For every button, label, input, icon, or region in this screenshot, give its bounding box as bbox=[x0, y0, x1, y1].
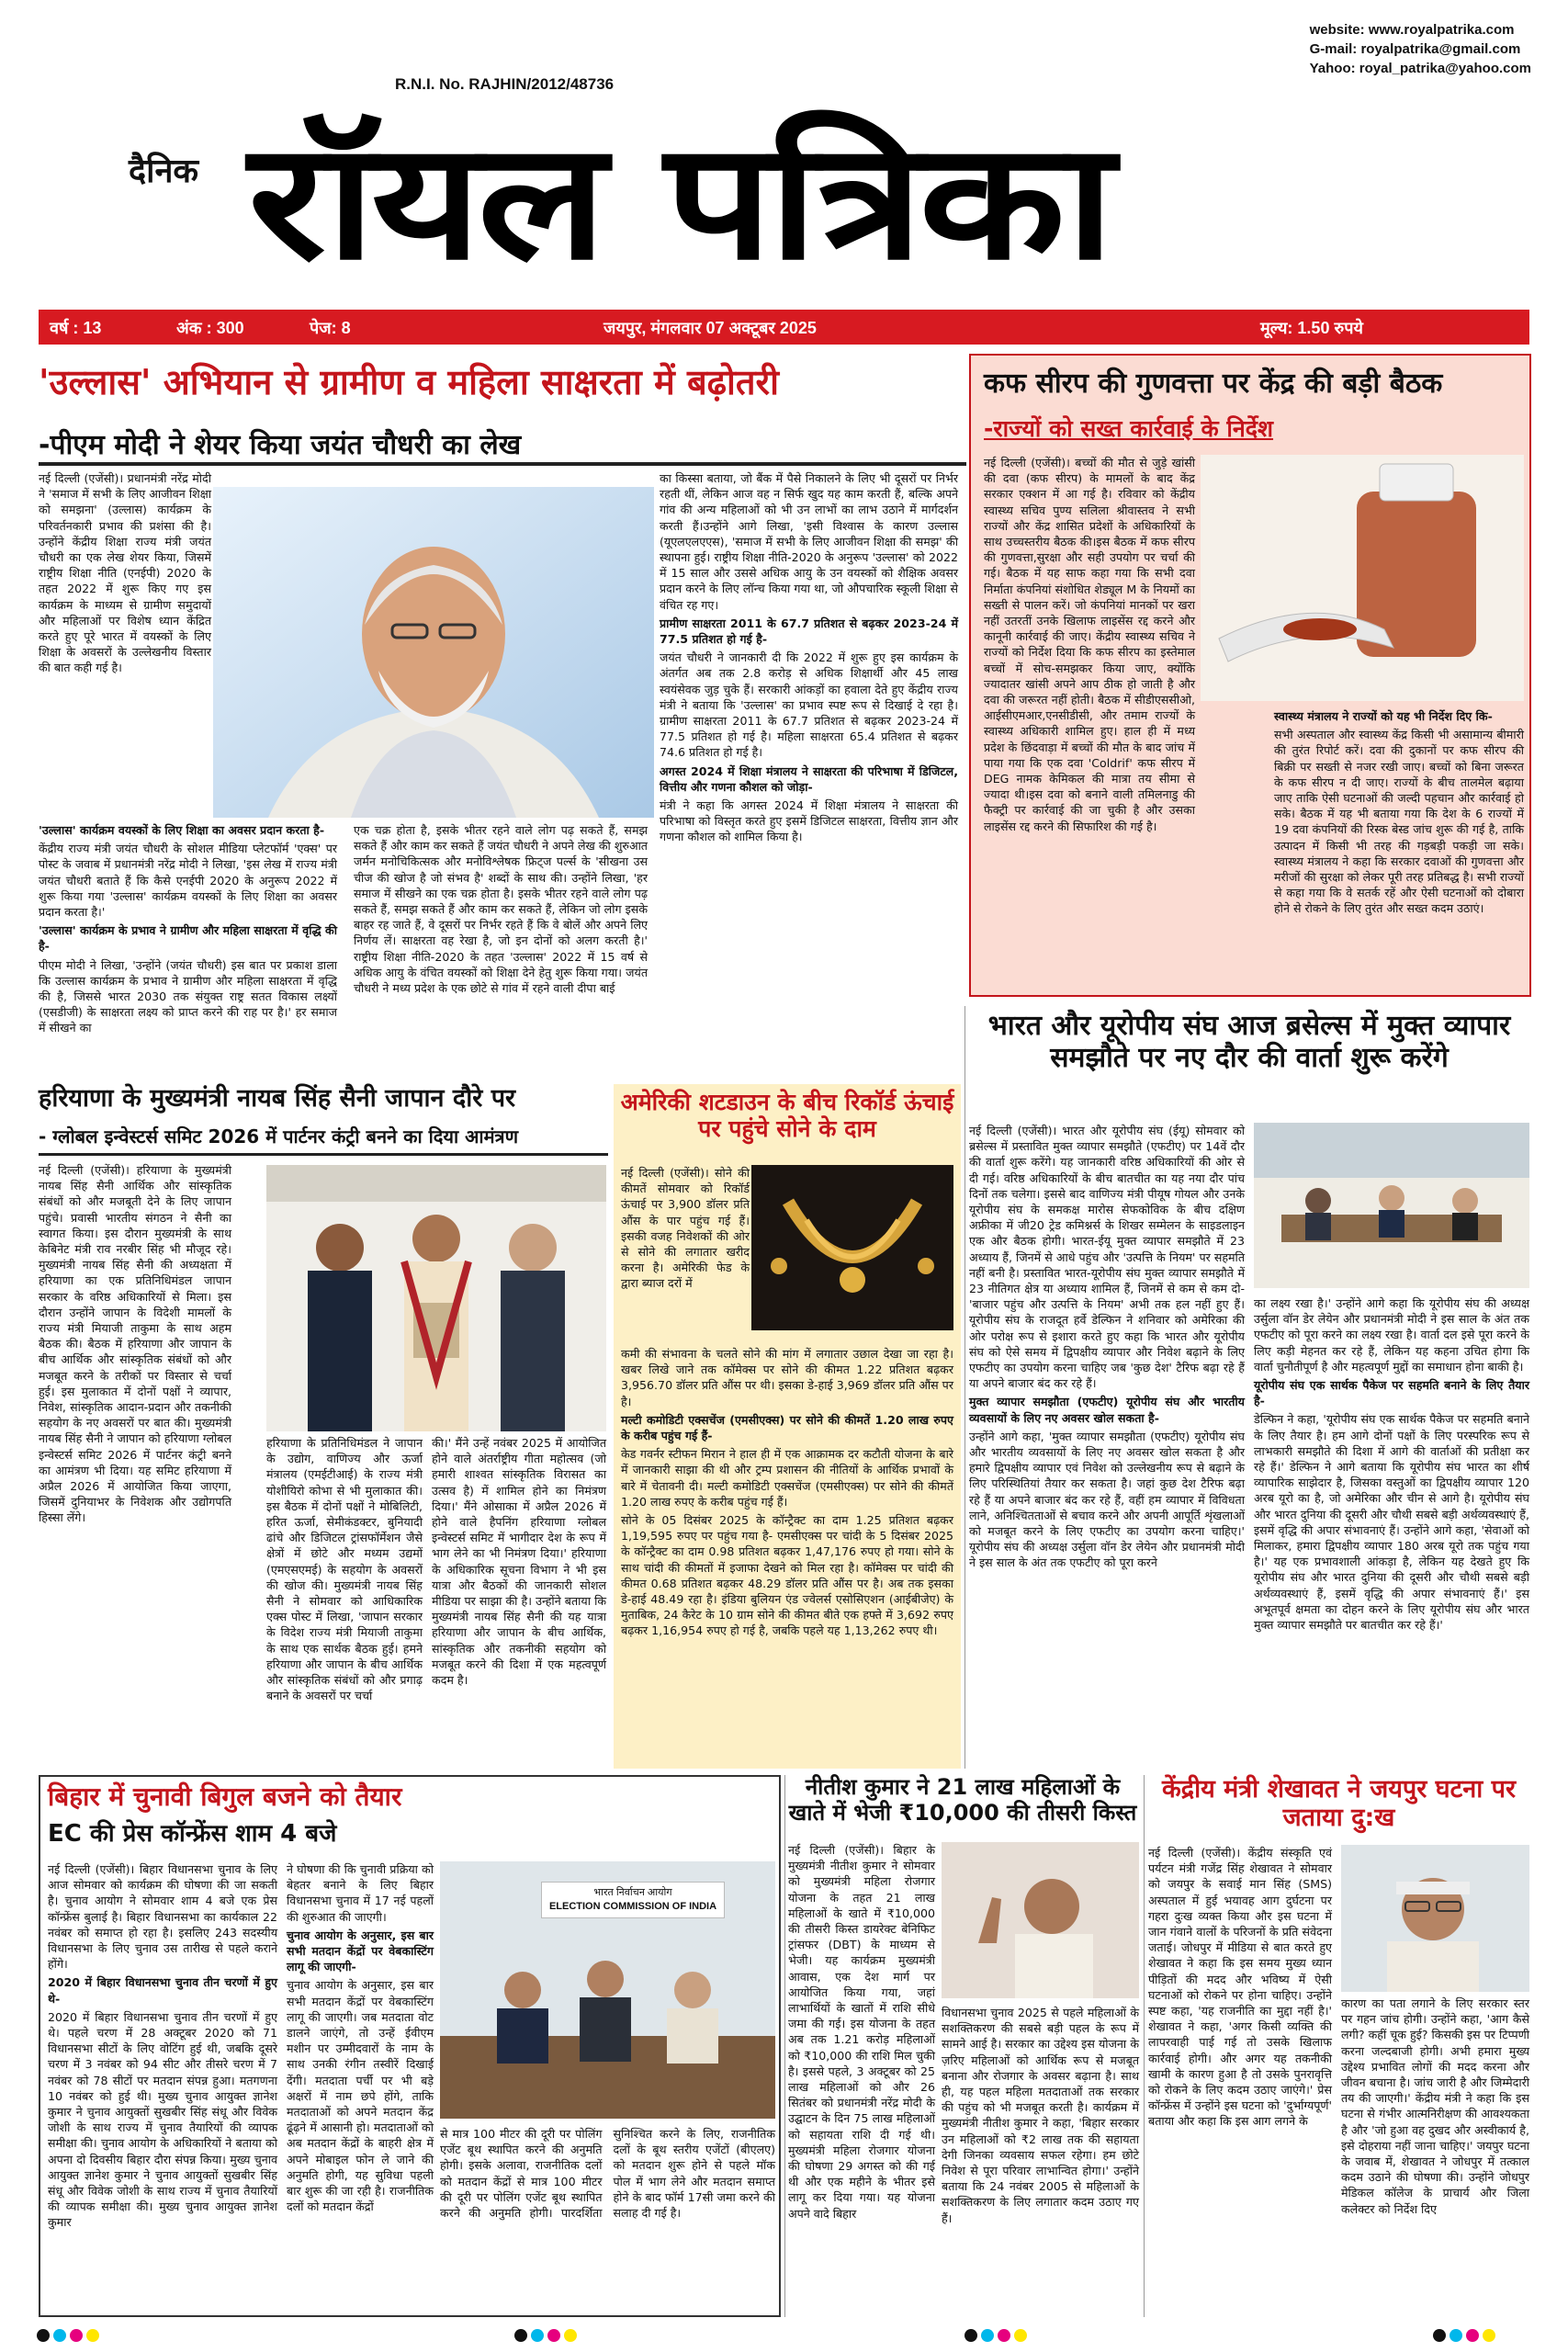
color-dots-center bbox=[514, 2329, 577, 2342]
shekhawat-col1 bbox=[1148, 1845, 1332, 2315]
bihar-box bbox=[39, 1775, 781, 2317]
cough-box bbox=[969, 354, 1531, 997]
eu-col1 bbox=[969, 1123, 1245, 1766]
column-rule bbox=[1144, 1775, 1145, 2317]
haryana-subhead: - ग्लोबल इन्वेस्टर्स समिट 2026 में पार्टनर कंट्री बनने का दिया आमंत्रण bbox=[39, 1125, 519, 1148]
masthead-kicker: दैनिक bbox=[129, 152, 199, 190]
ullas-subhead: -पीएम मोदी ने शेयर किया जयंत चौधरी का लेख bbox=[39, 429, 522, 461]
ullas-col3-sub: प्रामीण साक्षरता 2011 के 67.7 प्रतिशत से बढ़कर 2023-24 में 77.5 प्रतिशत हो गई है- bbox=[660, 616, 958, 647]
gold-col1-bottom bbox=[621, 1346, 953, 1764]
bihar-headline: बिहार में चुनावी बिगुल बजने को तैयार bbox=[48, 1781, 402, 1812]
ullas-rule bbox=[39, 462, 966, 466]
bihar-sub2: चुनाव आयोग के अनुसार, इस बार सभी मतदान केंद्रों पर वेबकास्टिंग लागू की जाएगी- bbox=[287, 1928, 434, 1974]
eu-col2-text: का लक्ष्य रखा है।' उन्होंने आगे कहा कि यूरोपीय संघ की अध्यक्ष उर्सुला वॉन डेर लेयेन और प्रधानमंत्री मोदी ने इस साल के अंत तक एफटीए को पूरा करने का लक्ष्य रखा है। वार्ता दल इसे पूरा करने के लिए कड़ी मेहनत कर रहे हैं, लेकिन यह कहना उचित होगा कि वार्ता चुनौतीपूर्ण है और महत्वपूर्ण मुद्दों का समाधान होना बाकी है। bbox=[1254, 1296, 1529, 1374]
ullas-col2-top bbox=[354, 470, 657, 487]
eci-photo bbox=[440, 1861, 775, 2119]
haryana-col3 bbox=[432, 1435, 606, 1768]
eu-col2 bbox=[1254, 1295, 1529, 1764]
eu-col2b-text: डेल्फिन ने कहा, 'यूरोपीय संघ एक सार्थक पैकेज पर सहमति बनाने के लिए तैयार है। हम आगे दोनों पक्षों के लिए परस्परिक रूप से लाभकारी समझौते की दिशा में आगे की वार्ताओं की प्रतीक्षा कर रहे हैं।' डेल्फिन ने आगे बताया कि यूरोपीय संघ भारत का शीर्ष व्यापारिक साझेदार है, जिसका वस्तुओं का द्विपक्षीय व्यापार 120 अरब यूरो का है, जो अमेरिका और चीन से आगे है। यूरोपीय संघ और भारत दुनिया की दूसरी और चौथी सबसे बड़ी अर्थव्यवस्थाएं हैं, इसमें वृद्धि की अपार संभावनाएं हैं। उन्होंने आगे कहा, 'सेवाओं को मिलाकर, हमारा द्विपक्षीय व्यापार 180 अरब यूरो तक पहुंच गया है।' यह एक प्रभावशाली आंकड़ा है, लेकिन यह देखते हुए कि यूरोपीय संघ और भारत दुनिया की दूसरी और चौथी सबसे बड़ी अर्थव्यवस्थाएं हैं, इसमें वृद्धि की अपार संभावनाएं हैं।' इस अभूतपूर्व क्षमता का दोहन करने के लिए यूरोपीय संघ और भारत मुक्त व्यापार समझौते पर बातचीत कर रहे हैं।' bbox=[1254, 1412, 1529, 1633]
haryana-col2-text: हरियाणा के प्रतिनिधिमंडल ने जापान के उद्योग, वाणिज्य और ऊर्जा मंत्रालय (एमईटीआई) के राज्य मंत्री योशीयिरो कोभा से भी मुलाकात की। इस बैठक में दोनों पक्षों ने मोबिलिटी, हरित ऊर्जा, सेमीकंडक्टर, बुनियादी ढांचे और डिजिटल ट्रांसफॉर्मेशन जैसे क्षेत्रों में छोटे और मध्यम उद्यमों (एमएसएमई) के सहयोग के अवसरों की खोज की। मुख्यमंत्री नायब सिंह सैनी ने सोमवार को आधिकारिक एक्स पोस्ट में लिखा, 'जापान सरकार के विदेश राज्य मंत्री मियाजी ताकुमा के साथ एक सार्थक बैठक हुई। हमने हरियाणा और जापान के बीच आर्थिक और सांस्कृतिक संबंधों को और प्रगाढ़ बनाने के अवसरों पर चर्चा bbox=[266, 1436, 423, 1703]
date-label: जयपुर, मंगलवार 07 अक्टूबर 2025 bbox=[604, 319, 817, 337]
haryana-headline: हरियाणा के मुख्यमंत्री नायब सिंह सैनी जापान दौरे पर bbox=[39, 1084, 516, 1113]
price-label: मूल्य: 1.50 रुपये bbox=[1260, 319, 1363, 337]
eu-col1-text: नई दिल्ली (एजेंसी)। भारत और यूरोपीय संघ (ईयू) सोमवार को ब्रसेल्स में प्रस्तावित मुक्त व्यापार समझौते (एफटीए) पर 14वें दौर की वार्ता शुरू करेंगे। यह जानकारी वरिष्ठ अधिकारियों की ओर से दी गई। वरिष्ठ अधिकारियों के बीच बातचीत का यह नया दौर पांच दिनों तक चलेगा। इससे बाद वाणिज्य मंत्री पीयूष गोयल और उनके यूरोपीय संघ के समकक्ष मारोस सेफकोविक के बीच दक्षिण अफ्रीका में जी20 ट्रेड कमिश्नर्स के शिखर सम्मेलन के साइडलाइन एक और बैठक होगी। भारत-ईयू मुक्त व्यापार समझौते में 23 अध्याय हैं, जिनमें से आधे पहुंच और 'उत्पत्ति के नियम' पर सहमति नहीं बनी है। प्रस्तावित भारत-यूरोपीय संघ मुक्त व्यापार समझौते में 23 नीतिगत क्षेत्र या अध्याय शामिल हैं, जिनमें से कम से कम दो-'बाजार पहुंच और उत्पत्ति के नियम' अभी तक हल नहीं हुए हैं। यूरोपीय संघ के राजदूत हर्वे डेल्फिन ने शनिवार को अमेरिका की ओर परोक्ष रूप से इशारा करते हुए कहा कि भारत और यूरोपीय संघ को ऐसे समय में द्विपक्षीय व्यापार और निवेश बढ़ाने के लिए एफटीए का उपयोग करना चाहिए जब 'कुछ देश' टैरिफ बढ़ा रहे हैं या अपने बाजार बंद कर रहे हैं। bbox=[969, 1124, 1245, 1391]
pages-label: पेज: 8 bbox=[310, 319, 351, 337]
nitish-col1-text: नई दिल्ली (एजेंसी)। बिहार के मुख्यमंत्री नीतीश कुमार ने सोमवार को मुख्यमंत्री महिला रोजगार योजना के तहत 21 लाख महिलाओं के खाते में ₹10,000 की तीसरी किस्त डायरेक्ट बेनिफिट ट्रांसफर (DBT) के माध्यम से भेजी। यह कार्यक्रम मुख्यमंत्री आवास, एक देश मार्ग पर आयोजित किया गया, जहां लाभार्थियों के खातों में राशि सीधे जमा की गई। इस योजना के तहत अब तक 1.21 करोड़ महिलाओं को ₹10,000 की राशि मिल चुकी है। इससे पहले, 3 अक्टूबर को 25 लाख महिलाओं को और 26 सितंबर को प्रधानमंत्री नरेंद्र मोदी के उद्घाटन के दिन 75 लाख महिलाओं को सहायता राशि दी गई थी। मुख्यमंत्री महिला रोजगार योजना की घोषणा 29 अगस्त को की गई थी और एक महीने के भीतर इसे लागू कर दिया गया। यह योजना अपने वादे बिहार bbox=[788, 1843, 935, 2221]
haryana-col1-text: नई दिल्ली (एजेंसी)। हरियाणा के मुख्यमंत्री नायब सिंह सैनी आर्थिक और सांस्कृतिक संबंधों को और मजबूती देने के लिए जापान पहुंचे। प्रवासी भारतीय संगठन ने सैनी का स्वागत किया। इस दौरान मुख्यमंत्री के साथ केबिनेट मंत्री राव नरबीर सिंह भी मौजूद रहे। मुख्यमंत्री नायब सिंह सैनी की अध्यक्षता में हरियाणा का एक प्रतिनिधिमंडल जापान सरकार के वरिष्ठ अधिकारियों से मिला। इस दौरान उन्होंने जापान के विदेशी मामलों के राज्य मंत्री मियाजी ताकुमा के साथ अहम बैठक की। बैठक में हरियाणा और जापान के बीच आर्थिक और सांस्कृतिक संबंधों को और मजबूत करने के तरीकों पर विस्तार से चर्चा हुई। इस मुलाकात में दोनों पक्षों ने व्यापार, निवेश, सांस्कृतिक आदान-प्रदान और तकनीकी सहयोग के नए अवसरों पर बात की। मुख्यमंत्री नायब सिंह सैनी ने जापान को हरियाणा ग्लोबल इन्वेस्टर्स समिट 2026 में पार्टनर कंट्री बनने का आमंत्रण भी दिया। यह समिट हरियाणा में अप्रैल 2026 में आयोजित किया जाएगा, जिसमें दुनियाभर के निवेशक और उद्योगपति हिस्सा लेंगे। bbox=[39, 1163, 231, 1525]
website-text: website: www.royalpatrika.com bbox=[1309, 22, 1515, 38]
eu-sub2: यूरोपीय संघ एक सार्थक पैकेज पर सहमति बनाने के लिए तैयार है- bbox=[1254, 1378, 1529, 1408]
dateline-bar bbox=[39, 310, 1529, 345]
nitish-headline: नीतीश कुमार ने 21 लाख महिलाओं के खाते में भेजी ₹10,000 की तीसरी किस्त bbox=[788, 1774, 1137, 1826]
gmail-text: G-mail: royalpatrika@gmail.com bbox=[1309, 41, 1521, 57]
year-label: वर्ष : 13 bbox=[50, 319, 102, 337]
bihar-col1b-text: 2020 में बिहार विधानसभा चुनाव तीन चरणों में हुए थे। पहले चरण में 28 अक्टूबर 2020 को 71 विधानसभा सीटों के लिए वोटिंग हुई थी, जबकि दूसरे चरण में 3 नवंबर को 94 सीट और तीसरे चरण में 7 नवंबर को 78 सीटों पर मतदान संपन्न हुआ। मतगणना 10 नवंबर को हुई थी। मुख्य चुनाव आयुक्त ज्ञानेश कुमार ने चुनाव आयुक्तों सुखबीर सिंह संधू और विवेक जोशी के साथ राज्य में चुनाव तैयारियों की व्यापक समीक्षा की। चुनाव आयोग के अधिकारियों ने बताया को अपना दो दिवसीय बिहार दौरा संपन्न किया। मुख्य चुनाव आयुक्त ज्ञानेश कुमार ने चुनाव आयुक्तों सुखबीर सिंह संधू और विवेक जोशी के साथ राज्य में चुनाव तैयारियों की व्यापक समीक्षा की। मुख्य चुनाव आयुक्त ज्ञानेश कुमार bbox=[48, 2009, 277, 2230]
ullas-col1-bottom bbox=[39, 822, 337, 1061]
ullas-col1-sub2: 'उल्लास' कार्यक्रम के प्रभाव ने ग्रामीण और महिला साक्षरता में वृद्धि की है- bbox=[39, 923, 337, 954]
eci-banner bbox=[541, 1882, 725, 1918]
nitish-col2-text: विधानसभा चुनाव 2025 से पहले महिलाओं के सशक्तिकरण की सबसे बड़ी पहल के रूप में सामने आई है। सरकार का उद्देश्य इस योजना के ज़रिए महिलाओं को आर्थिक रूप से मजबूत बनाना और रोजगार के अवसर बढ़ाना है। साथ ही, यह पहल महिला मतदाताओं तक सरकार की पहुंच को भी मजबूत करती है। कार्यक्रम में मुख्यमंत्री नीतीश कुमार ने कहा, 'बिहार सरकार उन महिलाओं को ₹2 लाख तक की सहायता देगी जिनका व्यवसाय सफल रहेगा। हम छोटे निवेश से पूरा परिवार लाभान्वित होगा।' उन्होंने बताया कि 24 नवंबर 2005 से महिलाओं के सशक्तिकरण के लिए लगातार कदम उठाए गए हैं। bbox=[942, 2006, 1139, 2225]
ullas-col2 bbox=[354, 822, 648, 1061]
shekhawat-photo bbox=[1341, 1845, 1529, 1992]
ullas-col3-text: का किस्सा बताया, जो बैंक में पैसे निकालने के लिए भी दूसरों पर निर्भर रहती थीं, लेकिन आज वह न सिर्फ खुद यह काम करती हैं, बल्कि अपने गांव की अन्य महिलाओं को भी उन लाभों का लाभ उठाने में मार्गदर्शन करती हैं।उन्होंने आगे लिखा, 'इसी विश्वास के कारण उल्लास (यूएलएलएएस), 'समाज में सभी के लिए आजीवन शिक्षा की समझ' की स्थापना हुई। राष्ट्रीय शिक्षा नीति-2020 के अनुरूप 'उल्लास' को 2022 में 15 साल और उससे अधिक आयु के उन वयस्कों को शैक्षिक अवसर प्रदान करने के लिए लॉन्च किया गया था, जो औपचारिक स्कूली शिक्षा से वंचित रह गए। bbox=[660, 471, 958, 612]
haryana-rule bbox=[39, 1153, 608, 1156]
rni-number: R.N.I. No. RAJHIN/2012/48736 bbox=[395, 75, 615, 93]
print-registration-strip bbox=[0, 2320, 1568, 2352]
ullas-col3 bbox=[660, 470, 958, 1068]
color-dots-left bbox=[37, 2329, 99, 2342]
color-dots-far-right bbox=[1433, 2329, 1495, 2342]
shekhawat-col1-text: नई दिल्ली (एजेंसी)। केंद्रीय संस्कृति एवं पर्यटन मंत्री गजेंद्र सिंह शेखावत ने सोमवार को जयपुर के सवाई मान सिंह (SMS) अस्पताल में हुई भयावह आग दुर्घटना पर गहरा दुःख व्यक्त किया और इस घटना में जान गंवाने वालों के परिजनों के प्रति संवेदना जताई। जोधपुर में मीडिया से बात करते हुए शेखावत ने कहा कि इस समय मुख्य ध्यान पीड़ितों की मदद और भविष्य में ऐसी घटनाओं को रोकने पर होना चाहिए। उन्होंने स्पष्ट कहा, 'यह राजनीति का मुद्दा नहीं है।' शेखावत ने कहा, 'अगर किसी व्यक्ति की लापरवाही पाई गई तो उसके खिलाफ कार्रवाई होगी। और अगर यह तकनीकी खामी के कारण हुआ है तो उसके पुनरावृत्ति को रोकने के लिए कदम उठाए जाएंगे।' प्रेस कॉन्फ्रेंस में उन्होंने इस घटना को 'दुर्भाग्यपूर्ण' बताया और कहा कि इस आग लगने के bbox=[1148, 1846, 1332, 2129]
contact-info bbox=[1310, 20, 1531, 78]
cough-col2-text: सभी अस्पताल और स्वास्थ्य केंद्र किसी भी असामान्य बीमारी की तुरंत रिपोर्ट करें। दवा की दुकानों पर कफ सीरप की बिक्री पर सख्ती से नजर रखी जाए। बच्चों को बिना जरूरत के कफ सीरप न दी जाए। राज्यों के बीच तालमेल बढ़ाया जाए ताकि ऐसी घटनाओं की जल्दी पहचान और कार्रवाई हो सके। बैठक में यह भी बताया गया कि देश के 6 राज्यों में 19 दवा कंपनियों की रिस्क बेस्ड जांच शुरू की गई है, ताकि उत्पादन में किसी भी तरह की गड़बड़ी पकड़ी जा सके। स्वास्थ्य मंत्रालय ने कहा कि सरकार दवाओं की गुणवत्ता और मरीजों की सुरक्षा को लेकर पूरी तरह प्रतिबद्ध है। सभी राज्यों से कहा गया कि वे सतर्क रहें और ऐसी घटनाओं को दोबारा होने से रोकने के लिए तुरंत और सख्त कदम उठाएं। bbox=[1274, 728, 1524, 916]
cough-subhead: -राज्यों को सख्त कार्रवाई के निर्देश bbox=[984, 415, 1274, 442]
eu-headline: भारत और यूरोपीय संघ आज ब्रसेल्स में मुक्त व्यापार समझौते पर नए दौर की वार्ता शुरू करेंगे bbox=[987, 1010, 1511, 1074]
cough-syrup-photo bbox=[1201, 455, 1524, 701]
bihar-col2 bbox=[287, 1861, 434, 2316]
ullas-col1-top bbox=[39, 470, 211, 820]
gold-headline: अमेरिकी शटडाउन के बीच रिकॉर्ड ऊंचाई पर पहुंचे सोने के दाम bbox=[620, 1089, 954, 1142]
bihar-col2b-text: चुनाव आयोग के अनुसार, इस बार सभी मतदान केंद्रों पर वेबकास्टिंग लागू की जाएगी। जब मतदाता वोट डालने जाएंगे, तो उन्हें ईवीएम मशीन पर उम्मीदवारों के नाम के साथ उनकी रंगीन तस्वीरें दिखाई देंगी। मतदाता पर्ची पर भी बड़े अक्षरों में नाम छपे होंगे, ताकि मतदाताओं को अपने मतदान केंद्र ढूंढ़ने में आसानी हो। मतदाताओं को अब मतदान केंद्रों के बाहरी क्षेत्र में अपने मोबाइल फोन ले जाने की अनुमति होगी, यह सुविधा पहली बार शुरू की जा रही है। राजनीतिक दलों को मतदान केंद्रों bbox=[287, 1978, 434, 2214]
ullas-col1c-text: पीएम मोदी ने लिखा, 'उन्होंने (जयंत चौधरी) इस बात पर प्रकाश डाला कि उल्लास कार्यक्रम के प्रभाव ने ग्रामीण और महिला साक्षरता में वृद्धि की है, जिससे भारत 2030 तक संयुक्त राष्ट्र सतत विकास लक्ष्यों (एसडीजी) के साक्षरता लक्ष्य को प्राप्त करने की राह पर है।' हर समाज में सीखने का bbox=[39, 957, 337, 1035]
eu-col1b-text: उन्होंने आगे कहा, 'मुक्त व्यापार समझौता (एफटीए) यूरोपीय संघ और भारतीय व्यवसायों के लिए नए अवसर खोल सकता है और हमारे द्विपक्षीय व्यापार एवं निवेश को उल्लेखनीय रूप से बढ़ाने के लिए परिस्थितियां तैयार कर सकता है। जहां कुछ देश टैरिफ बढ़ा रहे हैं या अपने बाजार बंद कर रहे हैं, वहीं हम व्यापार में विविधता लाने, अनिश्चितताओं से बचाव करने और अपनी आपूर्ति शृंखलाओं को मजबूत करने के लिए एफटीए का उपयोग करना चाहिए।' यूरोपीय संघ की अध्यक्ष उर्सुला वॉन डेर लेयेन और प्रधानमंत्री मोदी ने इस साल के अंत तक एफटीए को पूरा करने bbox=[969, 1429, 1245, 1570]
color-dots-right bbox=[964, 2329, 1027, 2342]
cough-headline: कफ सीरप की गुणवत्ता पर केंद्र की बड़ी बैठक bbox=[984, 368, 1443, 400]
gold-box bbox=[614, 1084, 961, 1769]
haryana-col3-text: की।' मैंने उन्हें नवंबर 2025 में आयोजित होने वाले अंतर्राष्ट्रीय गीता महोत्सव (जो हमारी शाश्वत सांस्कृतिक विरासत का उत्सव है) में शामिल होने का निमंत्रण दिया।' मैंने ओसाका में अप्रैल 2026 में होने वाले हैपनिंग हरियाणा ग्लोबल इन्वेस्टर्स समिट में भागीदार देश के रूप में भाग लेने का भी निमंत्रण दिया।' हरियाणा के अधिकारिक सूचना विभाग ने भी इस यात्रा और बैठकों की जानकारी सोशल मीडिया पर साझा की है। उन्होंने बताया कि मुख्यमंत्री नायब सिंह सैनी की यह यात्रा हरियाणा और जापान के बीच आर्थिक, सांस्कृतिक और तकनीकी सहयोग को मजबूत करने की दिशा में एक महत्वपूर्ण कदम है। bbox=[432, 1436, 606, 1688]
cough-col1-text: नई दिल्ली (एजेंसी)। बच्चों की मौत से जुड़े खांसी की दवा (कफ सीरप) के मामलों के बाद केंद्र सरकार एक्शन में आ गई है। रविवार को केंद्रीय स्वास्थ्य सचिव पुण्य सलिला श्रीवास्तव ने सभी राज्यों और केंद्र शासित प्रदेशों के अधिकारियों के साथ उच्चस्तरीय बैठक की।इस बैठक में कफ सीरप की गुणवत्ता,सुरक्षा और सही उपयोग पर चर्चा की गई। बैठक में यह साफ कहा गया कि सभी दवा निर्माता कंपनियां संशोधित शेड्यूल M के नियमों का सख्ती से पालन करें। जो कंपनियां मानकों पर खरा नहीं उतरतीं उनके खिलाफ लाइसेंस रद्द करने और कानूनी कार्रवाई की जाए। केंद्रीय स्वास्थ्य सचिव ने राज्यों को निर्देश दिया कि कफ सीरप का इस्तेमाल बच्चों में सोच-समझकर किया जाए, क्योंकि ज्यादातर खांसी अपने आप ठीक हो जाती है और दवा की जरूरत नहीं होती। बैठक में सीडीएससीओ, आईसीएमआर,एनसीडीसी, और तमाम राज्यों के स्वास्थ्य अधिकारी शामिल हुए। हाल ही में मध्य प्रदेश के छिंदवाड़ा में बच्चों की मौत के बाद जांच में पाया गया कि एक दवा 'Coldrif' कफ सीरप में DEG नामक केमिकल की मात्रा तय सीमा से ज्यादा थी।इस दवा को बनाने वाली तमिलनाडु की फैक्ट्री पर कार्रवाई की जा चुकी है और उसका लाइसेंस रद्द करने की सिफारिश की गई है। bbox=[984, 456, 1195, 833]
column-rule bbox=[784, 1775, 785, 2317]
eu-meeting-photo bbox=[1254, 1123, 1529, 1288]
bihar-col3-text: से मात्र 100 मीटर की दूरी पर पोलिंग एजेंट बूथ स्थापित करने की अनुमति होगी। इसके अलावा, राजनीतिक दलों को मतदान केंद्रों से मात्र 100 मीटर की दूरी पर पोलिंग एजेंट बूथ स्थापित करने की अनुमति होगी। पारदर्शिता सुनिश्चित करने के लिए, राजनीतिक दलों के बूथ स्तरीय एजेंटों (बीएलए) को मतदान शुरू होने से पहले मॉक पोल में भाग लेने और मतदान समाप्त होने के बाद फॉर्म 17सी जमा करने की सलाह दी गई है। bbox=[440, 2127, 775, 2221]
nitish-photo bbox=[942, 1842, 1139, 1998]
cough-col1-top bbox=[984, 455, 1195, 833]
bihar-subhead: EC की प्रेस कॉन्फ्रेंस शाम 4 बजे bbox=[48, 1820, 337, 1848]
nitish-col1 bbox=[788, 1842, 935, 2315]
shekhawat-col2-text: कारण का पता लगाने के लिए सरकार स्तर पर गहन जांच होगी। उन्होंने कहा, 'आग कैसे लगी? कहीं चूक हुई? किसकी इस पर टिप्पणी करना जल्दबाजी होगी। अभी हमारा मुख्य उद्देश्य प्रभावित लोगों की मदद करना और जीवन बचाना है। जांच जारी है और जिम्मेदारी तय की जाएगी।' केंद्रीय मंत्री ने कहा कि इस घटना से गंभीर आत्मनिरीक्षण की आवश्यकता है और 'जो हुआ वह दुखद और अस्वीकार्य है, इसे दोहराया नहीं जाना चाहिए।' जयपुर घटना के जवाब में, शेखावत ने जोधपुर में तत्काल कदम उठाने की घोषणा की। उन्होंने जोधपुर मेडिकल कॉलेज के प्राचार्य और जिला कलेक्टर को निर्देश दिए bbox=[1341, 1996, 1529, 2216]
gold-jewelry-photo bbox=[751, 1165, 953, 1330]
haryana-photo bbox=[266, 1165, 606, 1431]
ullas-col1-sub: 'उल्लास' कार्यक्रम वयस्कों के लिए शिक्षा का अवसर प्रदान करता है- bbox=[39, 823, 325, 837]
masthead-title: रॉयल पत्रिका bbox=[248, 107, 1111, 296]
shekhawat-headline: केंद्रीय मंत्री शेखावत ने जयपुर घटना पर जताया दु:ख bbox=[1162, 1775, 1516, 1833]
bihar-col2-text: ने घोषणा की कि चुनावी प्रक्रिया को बेहतर बनाने के लिए बिहार विधानसभा चुनाव में 17 नई पहलों की शुरुआत की जाएगी। bbox=[287, 1862, 434, 1924]
gold-col1-top bbox=[621, 1165, 750, 1344]
bihar-sub1: 2020 में बिहार विधानसभा चुनाव तीन चरणों में हुए थे- bbox=[48, 1975, 277, 2006]
bihar-col3 bbox=[440, 2126, 775, 2314]
ullas-col1-text: नई दिल्ली (एजेंसी)। प्रधानमंत्री नरेंद्र मोदी ने 'समाज में सभी के लिए आजीवन शिक्षा को समझना' (उल्लास) कार्यक्रम के परिवर्तनकारी प्रभाव की प्रशंसा की है। उन्होंने केंद्रीय शिक्षा राज्य मंत्री जयंत चौधरी का एक लेख शेयर किया, जिसमें राष्ट्रीय शिक्षा नीति (एनईपी) 2020 के तहत 2022 में शुरू किए गए इस कार्यक्रम के माध्यम से ग्रामीण समुदायों और महिलाओं पर विशेष ध्यान केंद्रित करते हुए पूरे भारत में वयस्कों के लिए शिक्षा के अवसरों के उल्लेखनीय विस्तार की बात कही गई है। bbox=[39, 471, 211, 675]
eu-sub1: मुक्त व्यापार समझौता (एफटीए) यूरोपीय संघ और भारतीय व्यवसायों के लिए नए अवसर खोल सकता है- bbox=[969, 1395, 1245, 1425]
bihar-col1-text: नई दिल्ली (एजेंसी)। बिहार विधानसभा चुनाव के लिए आज सोमवार को कार्यक्रम की घोषणा की जा सकती है। चुनाव आयोग ने सोमवार शाम 4 बजे एक प्रेस कॉन्फ्रेंस बुलाई है। बिहार विधानसभा का कार्यकाल 22 नवंबर को समाप्त हो रहा है। इसलिए 243 सदस्यीय विधानसभा के लिए चुनाव उस तारीख से पहले कराने होंगे। bbox=[48, 1862, 277, 1972]
modi-photo bbox=[213, 487, 654, 818]
gold-col1b-text: कमी की संभावना के चलते सोने की मांग में लगातार उछाल देखा जा रहा है। खबर लिखे जाने तक कॉमेक्स पर सोने की कीमत 1.22 प्रतिशत बढ़कर 3,956.70 डॉलर प्रति औंस पर थी। इसका डे-हाई 3,969 डॉलर प्रति औंस पर है। bbox=[621, 1347, 953, 1408]
gold-col1-text: नई दिल्ली (एजेंसी)। सोने की कीमतें सोमवार को रिकॉर्ड ऊंचाई पर 3,900 डॉलर प्रति औंस के पार पहुंच गई हैं। इसकी वजह निवेशकों की ओर से सोने की लगातार खरीद करना है। अमेरिकी फेड के द्वारा ब्याज दरों में bbox=[621, 1166, 750, 1291]
ullas-headline: 'उल्लास' अभियान से ग्रामीण व महिला साक्षरता में बढ़ोतरी bbox=[39, 362, 779, 402]
bihar-col1 bbox=[48, 1861, 277, 2316]
shekhawat-col2 bbox=[1341, 1996, 1529, 2315]
nitish-col2 bbox=[942, 2005, 1139, 2315]
gold-col1c-text: केड गवर्नर स्टीफन मिरान ने हाल ही में एक आक्रामक दर कटौती योजना के बारे में जानकारी साझा की थी और ट्रम्प प्रशासन की नीतियों के आर्थिक प्रभावों के बारे में चेतावनी दी। मल्टी कमोडिटी एक्सचेंज (एमसीएक्स) पर सोने की कीमतें 1.20 लाख रुपए के करीब पहुंच गई हैं। bbox=[621, 1447, 953, 1509]
ullas-col2-text: एक चक्र होता है, इसके भीतर रहने वाले लोग पढ़ सकते हैं, समझ सकते हैं और काम कर सकते हैं जयंत चौधरी ने अपने लेख की शुरुआत जर्मन मनोचिकित्सक और मनोविश्लेषक फ्रिट्ज पर्ल्स के 'सीखना उस चीज की खोज है जो संभव है' शब्दों के साथ की। उन्होंने लिखा, 'हर समाज में सीखने का एक चक्र होता है। इसके भीतर रहने वाले लोग पढ़ सकते हैं, समझ सकते हैं और काम कर सकते हैं, लेकिन जो लोग इसके बाहर रह जाते हैं, वे दूसरों पर निर्भर रहते हैं कि वे बोलें और अपने लिए निर्णय लें। साक्षरता वह रेखा है, जो इन दोनों को अलग करती है।' राष्ट्रीय शिक्षा नीति-2020 के तहत 'उल्लास' 2022 में 15 वर्ष से अधिक आयु के वंचित वयस्कों को शिक्षा देने हेतु शुरू किया गया। जयंत चौधरी ने मध्य प्रदेश के एक छोटे से गांव में रहने वाली दीपा बाई bbox=[354, 823, 648, 996]
yahoo-text: Yahoo: royal_patrika@yahoo.com bbox=[1309, 61, 1531, 76]
haryana-col1 bbox=[39, 1162, 231, 1769]
ullas-col3c-text: मंत्री ने कहा कि अगस्त 2024 में शिक्षा मंत्रालय ने साक्षरता की परिभाषा को विस्तृत करते हुए इसमें डिजिटल साक्षरता, वित्तीय ज्ञान और गणना कौशल को शामिल किया है। bbox=[660, 798, 958, 844]
eci-banner-hindi: भारत निर्वाचन आयोग bbox=[593, 1887, 672, 1898]
column-rule bbox=[964, 1006, 965, 1769]
cough-col2-sub: स्वास्थ्य मंत्रालय ने राज्यों को यह भी निर्देश दिए कि- bbox=[1274, 709, 1493, 723]
issue-label: अंक : 300 bbox=[176, 319, 244, 337]
eci-banner-english: ELECTION COMMISSION OF INDIA bbox=[548, 1901, 717, 1912]
ullas-col3-sub2: अगस्त 2024 में शिक्षा मंत्रालय ने साक्षरता की परिभाषा में डिजिटल, वित्तीय और गणना कौशल को जोड़ा- bbox=[660, 763, 958, 794]
gold-col1d-text: सोने के 05 दिसंबर 2025 के कॉन्ट्रैक्ट का दाम 1.25 प्रतिशत बढ़कर 1,19,595 रुपए पर पहुंच गया है- एमसीएक्स पर चांदी के 5 दिसंबर 2025 के कॉन्ट्रैक्ट का दाम 0.98 प्रतिशत बढ़कर 1,47,176 रुपए हो गया। सोने के साथ चांदी की कीमतों में इजाफा देखने को मिल रहा है। कॉमेक्स पर चांदी की कीमत 0.68 प्रतिशत बढ़कर 48.29 डॉलर प्रति औंस पर है। अब तक इसका डे-हाई 48.49 रहा है। इंडिया बुलियन एंड ज्वेलर्स एसोसिएशन (आईबीजेए) के मुताबिक, 24 कैरेट के 10 ग्राम सोने की कीमत बीते एक हफ्ते में 3,692 रुपए बढ़कर 1,16,954 रुपए हो गई है, जबकि पहले यह 1,13,262 रुपए थी। bbox=[621, 1513, 953, 1638]
gold-sub1: मल्टी कमोडिटी एक्सचेंज (एमसीएक्स) पर सोने की कीमतें 1.20 लाख रुपए के करीब पहुंच गई हैं- bbox=[621, 1412, 953, 1443]
haryana-col2 bbox=[266, 1435, 423, 1768]
cough-col2 bbox=[1274, 708, 1524, 989]
ullas-col3b-text: जयंत चौधरी ने जानकारी दी कि 2022 में शुरू हुए इस कार्यक्रम के अंतर्गत अब तक 2.8 करोड़ से अधिक शिक्षार्थी और 45 लाख स्वयंसेवक जुड़ चुके हैं। सरकारी आंकड़ों का हवाला देते हुए केंद्रीय राज्य मंत्री ने बताया कि 'उल्लास' का प्रभाव स्पष्ट रूप से दिखाई दे रहा है। ग्रामीण साक्षरता 2011 के 67.7 प्रतिशत से बढ़कर 2023-24 में 77.5 प्रतिशत हो गई है। महिला साक्षरता 65.4 प्रतिशत से बढ़कर 74.6 प्रतिशत हो गई है। bbox=[660, 650, 958, 760]
ullas-col1b-text: केंद्रीय राज्य मंत्री जयंत चौधरी के सोशल मीडिया प्लेटफॉर्म 'एक्स' पर पोस्ट के जवाब में प्रधानमंत्री नरेंद्र मोदी ने लिखा, 'इस लेख में राज्य मंत्री जयंत चौधरी बताते हैं कि कैसे एनईपी 2020 के अनुरूप 2022 में शुरू किया गया 'उल्लास' कार्यक्रम वयस्कों के लिए शिक्षा का अवसर प्रदान करता है।' bbox=[39, 842, 337, 920]
